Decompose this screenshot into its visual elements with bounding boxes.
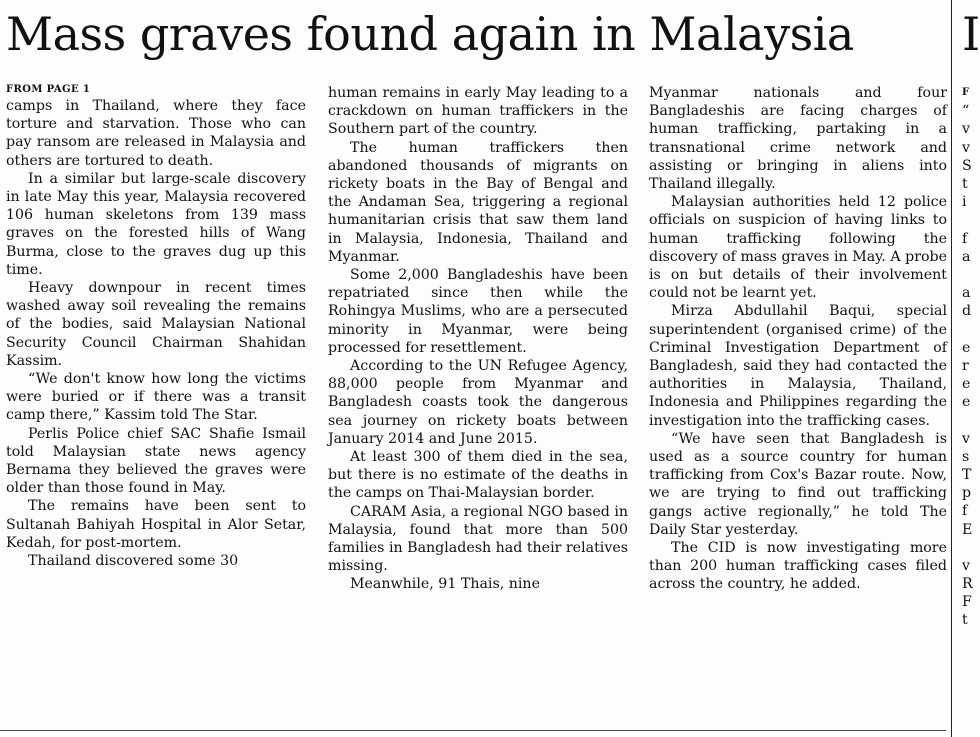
clipped-next-headline: I: [962, 7, 980, 61]
paragraph: Mirza Abdullahil Baqui, special superintendent (organised crime) of the Criminal Investigation Department of Bangladesh, said they had contacted the authorities in Malaysia, Thailand, Indonesia and Philippines regarding the investigation into the trafficking cases.: [649, 303, 947, 429]
paragraph: Some 2,000 Bangladeshis have been repatriated since then while the Rohingya Muslims, who are a persecuted minority in Myanmar, were being processed for resettlement.: [328, 267, 628, 356]
fragment-letter: d: [962, 303, 972, 320]
fragment-letter: S: [962, 157, 972, 174]
paragraph: “We have seen that Bangladesh is used as a source country for human trafficking from Cox's Bazar route. Now, we are trying to find out trafficking gangs active regionally,” he told The Daily Star yesterday.: [649, 430, 947, 538]
fragment-letter: v: [962, 557, 971, 574]
bottom-rule: [0, 730, 946, 731]
paragraph: According to the UN Refugee Agency, 88,000 people from Myanmar and Bangladesh coasts took the dangerous sea journey on rickety boats between January 2014 and June 2015.: [328, 358, 628, 447]
fragment-letter: [962, 411, 976, 429]
paragraph: camps in Thailand, where they face torture and starvation. Those who can pay ransom are released in Malaysia and others are tortured to death.: [6, 98, 306, 169]
paragraph: The CID is now investigating more than 200 human trafficking cases filed across the country, he added.: [649, 540, 947, 593]
paragraph: “We don't know how long the victims were buried or if there was a transit camp there,” Kassim told The Star.: [6, 371, 306, 424]
fragment-letter: [962, 266, 976, 284]
paragraph: Heavy downpour in recent times washed away soil revealing the remains of the bodies, said Malaysian National Security Council Chairman Shahidan Kassim.: [6, 280, 306, 369]
fragment-letter: T: [962, 466, 972, 483]
headline: Mass graves found again in Malaysia: [6, 7, 854, 61]
fragment-letter: F: [962, 594, 972, 611]
fragment-letter: F: [962, 87, 970, 98]
paragraph: Malaysian authorities held 12 police officials on suspicion of having links to human trafficking following the discovery of mass graves in May. A probe is on but details of their involvement could not be learnt yet.: [649, 194, 947, 302]
fragment-letter: [962, 320, 976, 338]
paragraph: human remains in early May leading to a crackdown on human traffickers in the Southern part of the country.: [328, 85, 628, 138]
fragment-letter: t: [962, 175, 968, 192]
article-column-2: [328, 84, 628, 594]
fragment-letter: v: [962, 121, 971, 138]
paragraph: Thailand discovered some 30: [28, 553, 239, 570]
fragment-letter: v: [962, 139, 971, 156]
fragment-letter: E: [962, 521, 973, 538]
fragment-letter: s: [962, 448, 970, 465]
paragraph: Myanmar nationals and four Bangladeshis are facing charges of human trafficking, partaking in a transnational crime network and assisting or bringing in aliens into Thailand illegally.: [649, 85, 947, 193]
fragment-letter: R: [962, 576, 973, 593]
fragment-letter: [962, 539, 976, 557]
fragment-letter: a: [962, 248, 971, 265]
fragment-letter: r: [962, 357, 969, 374]
paragraph: In a similar but large-scale discovery in late May this year, Malaysia recovered 106 human skeletons from 139 mass graves on the forested hills of Wang Burma, close to the graves dug up this time.: [6, 170, 306, 278]
fragment-letter: v: [962, 430, 971, 447]
paragraph: The human traffickers then abandoned thousands of migrants on rickety boats in the Bay of Bengal and the Andaman Sea, triggering a regional humanitarian crisis that saw them land in Malaysia, Indonesia, Thailand and Myanmar.: [328, 139, 628, 265]
fragment-letter: t: [962, 612, 968, 629]
paragraph: The remains have been sent to Sultanah Bahiyah Hospital in Alor Setar, Kedah, for post-mortem.: [6, 498, 306, 551]
paragraph: At least 300 of them died in the sea, but there is no estimate of the deaths in the camps on Thai-Malaysian border.: [328, 449, 628, 502]
fragment-letter: “: [962, 103, 970, 120]
paragraph: Perlis Police chief SAC Shafie Ismail told Malaysian state news agency Bernama they believed the graves were older than those found in May.: [6, 425, 306, 497]
kicker-from-page-1: FROM PAGE 1: [6, 84, 91, 95]
paragraph: Meanwhile, 91 Thais, nine: [350, 576, 540, 593]
fragment-letter: e: [962, 339, 971, 356]
article-column-1: [6, 84, 306, 570]
clipped-adjacent-column: [962, 84, 976, 630]
fragment-letter: f: [962, 503, 968, 520]
fragment-letter: i: [962, 194, 967, 211]
fragment-letter: a: [962, 285, 971, 302]
fragment-letter: e: [962, 394, 971, 411]
paragraph: CARAM Asia, a regional NGO based in Malaysia, found that more than 500 families in Bangladesh had their relatives missing.: [328, 503, 629, 575]
article-column-3: [649, 84, 947, 594]
fragment-letter: p: [962, 485, 972, 502]
fragment-letter: f: [962, 230, 968, 247]
fragment-letter: [962, 211, 976, 229]
column-divider: [951, 0, 952, 737]
fragment-letter: e: [962, 376, 971, 392]
